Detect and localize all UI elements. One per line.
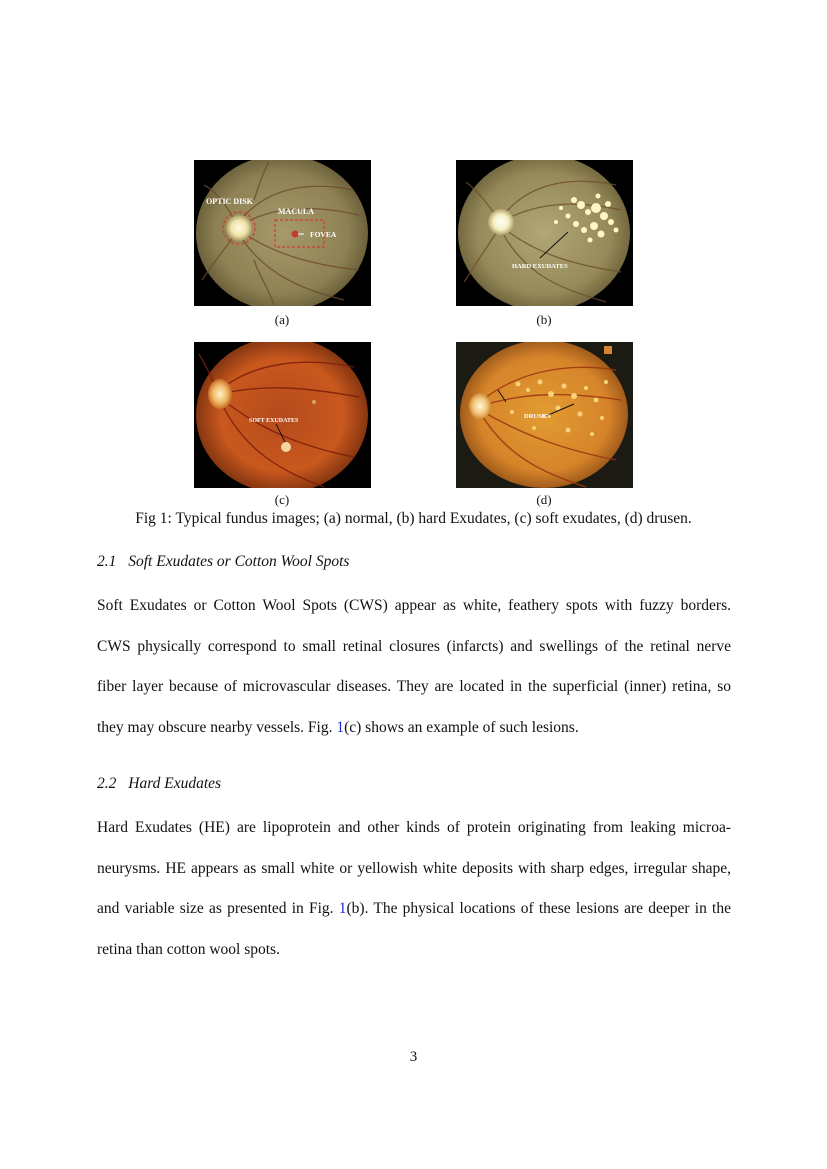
section-number: 2.1 [97, 553, 117, 570]
fundus-image-drusen [456, 342, 633, 488]
figure-reference-link[interactable]: 1 [336, 718, 345, 736]
fundus-image-soft-exudates [194, 342, 371, 488]
paragraph-line: Soft Exudates or Cotton Wool Spots (CWS) appear as white, feathery spots with fuzzy borders. [97, 597, 731, 614]
annotation-optic-disk: OPTIC DISK [206, 197, 253, 206]
paragraph-line: they may obscure nearby vessels. Fig. 1(c) shows an example of such lesions. [97, 718, 579, 736]
paragraph-line: retina than cotton wool spots. [97, 940, 280, 958]
paragraph-hard-exudates [97, 808, 731, 970]
paragraph-line: Hard Exudates (HE) are lipoprotein and other kinds of protein originating from leaking microa- [97, 819, 731, 836]
annotation-hard-exudates: HARD EXUDATES [512, 263, 568, 270]
panel-label-c: (c) [274, 492, 290, 507]
figure-reference-link[interactable]: 1 [338, 900, 347, 917]
fundus-image-hard-exudates [456, 160, 633, 306]
page-number: 3 [409, 1049, 418, 1065]
annotation-macula: MACULA [278, 207, 314, 216]
panel-label-b: (b) [536, 312, 552, 327]
panel-label-a: (a) [274, 312, 290, 327]
figure-panel-d [456, 342, 633, 488]
figure-panel-b [456, 160, 633, 306]
paragraph-line: fiber layer because of microvascular diseases. They are located in the superficial (inner) retina, so [97, 678, 731, 695]
annotation-soft-exudates: SOFT EXUDATES [249, 418, 299, 424]
section-title: Soft Exudates or Cotton Wool Spots [128, 553, 350, 570]
paragraph-line: CWS physically correspond to small retinal closures (infarcts) and swellings of the retinal nerve [97, 637, 731, 655]
figure-panel-c [194, 342, 371, 488]
section-number: 2.2 [97, 775, 117, 792]
soft-exudate-spot [281, 442, 291, 452]
fundus-image-normal [194, 160, 371, 306]
figure-panel-a [194, 160, 371, 306]
annotation-drusen: DRUSEN [524, 413, 551, 420]
section-heading-2-2 [97, 775, 221, 793]
paragraph-soft-exudates [97, 586, 731, 748]
annotation-fovea: FOVEA [310, 230, 337, 239]
paragraph-line: and variable size as presented in Fig. 1(b). The physical locations of these lesions are deeper in the [97, 900, 731, 917]
section-heading-2-1 [97, 553, 349, 571]
paragraph-line: neurysms. HE appears as small white or yellowish white deposits with sharp edges, irregular shape, [97, 859, 731, 877]
section-title: Hard Exudates [128, 775, 222, 792]
figure-caption: Fig 1: Typical fundus images; (a) normal, (b) hard Exudates, (c) soft exudates, (d) drusen. [135, 510, 692, 527]
panel-label-d: (d) [536, 492, 552, 507]
